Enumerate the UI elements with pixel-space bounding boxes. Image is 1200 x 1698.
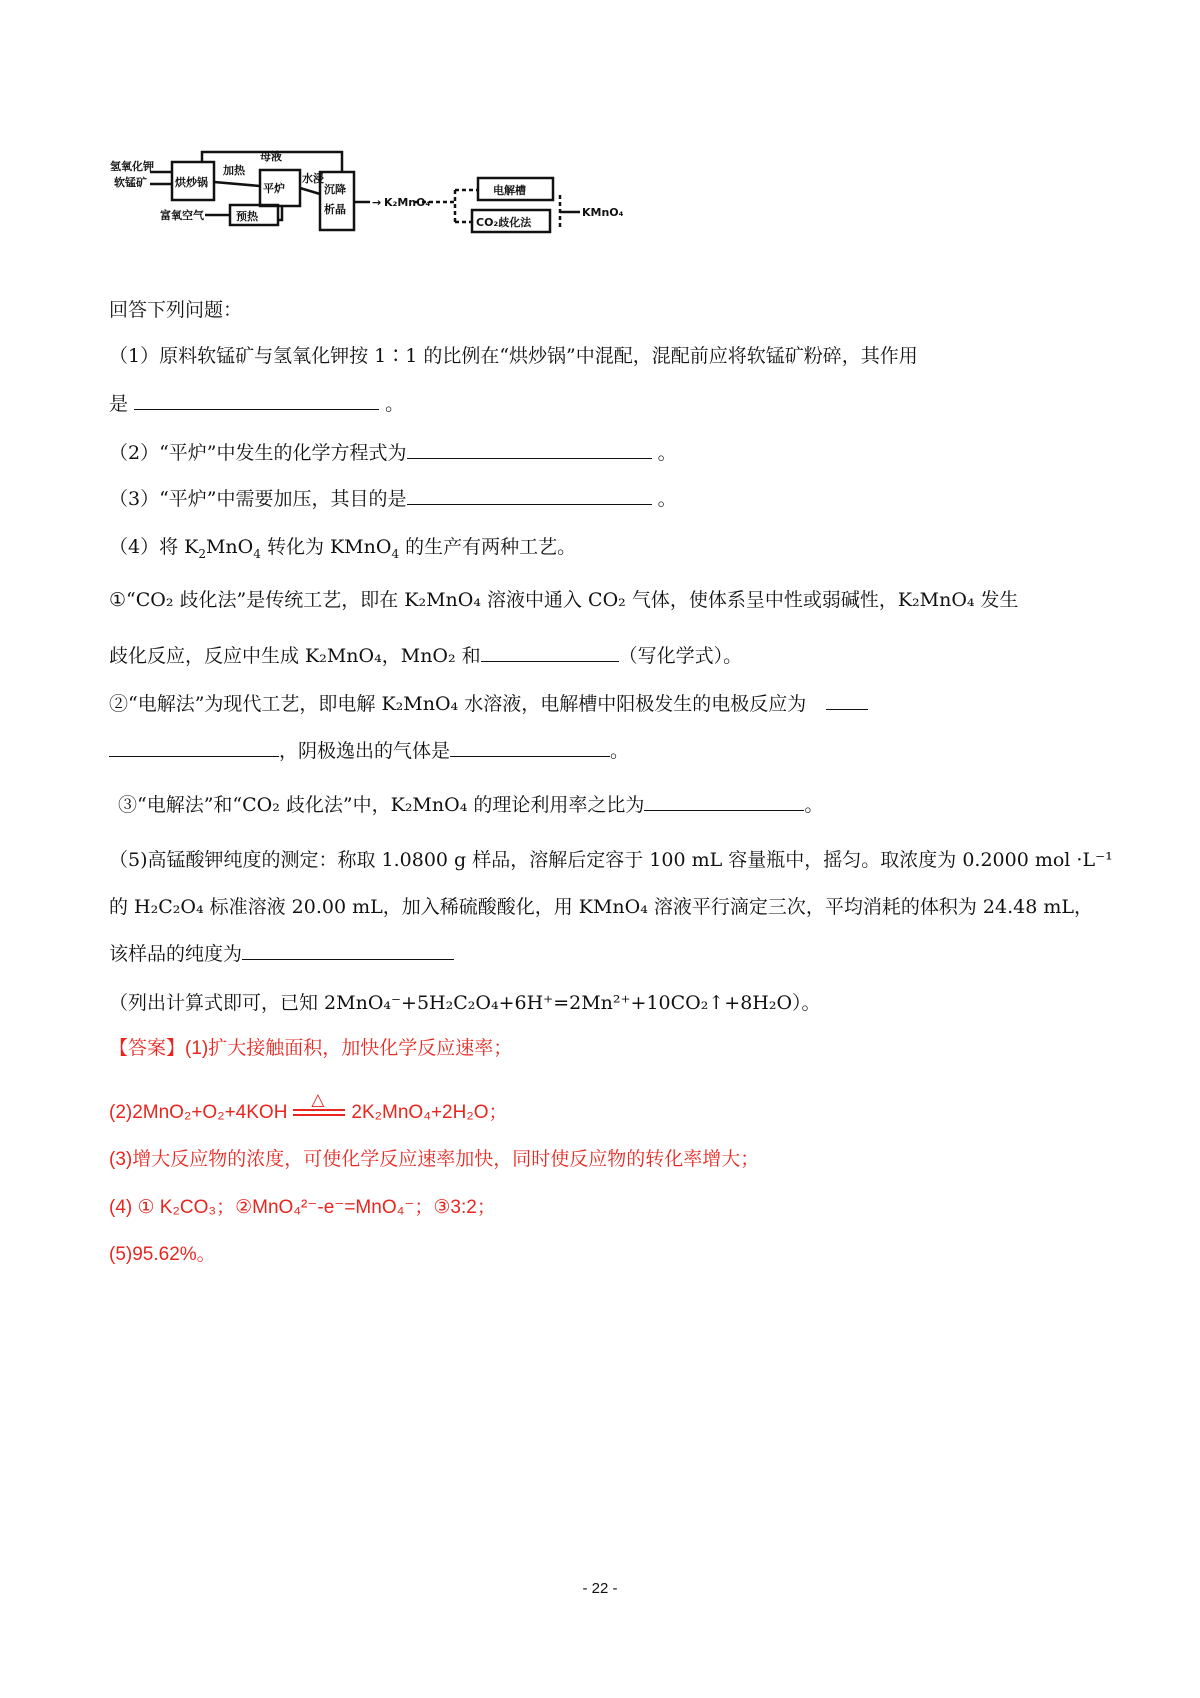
box-preheat-label: 预热 — [236, 210, 258, 223]
question-1-text: （1）原料软锰矿与氢氧化钾按 1∶1 的比例在“烘炒锅”中混配，混配前应将软锰矿粉碎，其作用 — [109, 345, 918, 367]
answer-blank-4-2b[interactable] — [109, 738, 279, 757]
q4-1-text: 歧化反应，反应中生成 K₂MnO₄，MnO₂ 和 — [109, 645, 481, 667]
arrow-icon: → — [372, 196, 382, 209]
page-number: - 22 - — [582, 1580, 618, 1597]
answer-blank-3[interactable] — [407, 486, 652, 505]
arrow-heat-label: 加热 — [223, 164, 245, 177]
box-settle-crystallize-label: 沉降析晶 — [324, 183, 346, 216]
question-1 — [109, 343, 918, 369]
q4-2-text: ②“电解法”为现代工艺，即电解 K₂MnO₄ 水溶液，电解槽中阳极发生的电极反应为 — [109, 693, 807, 715]
answer-blank-4-3[interactable] — [644, 792, 804, 811]
answer-blank-4-2a[interactable] — [826, 691, 868, 710]
arrow-leach-label: 水浸 — [302, 172, 324, 185]
question-4-1-line1: ①“CO₂ 歧化法”是传统工艺，即在 K₂MnO₄ 溶液中通入 CO₂ 气体，使体系呈中性或弱碱性，K₂MnO₄ 发生 — [109, 589, 1019, 611]
question-4-2-line2 — [109, 738, 629, 764]
arrow-mother-liquor-label: 母液 — [260, 150, 282, 163]
q5-text: 该样品的纯度为 — [109, 943, 243, 965]
question-4-3 — [118, 792, 823, 818]
answer-1 — [109, 1036, 512, 1062]
question-3 — [109, 486, 677, 512]
question-5-line3 — [109, 941, 454, 967]
answer-4: (4) ① K₂CO₃；②MnO₄²⁻-e⁻=MnO₄⁻；③3:2； — [109, 1197, 496, 1218]
punct: 。 — [385, 393, 405, 415]
punct: 。 — [657, 488, 677, 510]
answer-3: (3)增大反应物的浓度，可使化学反应速率加快，同时使反应物的转化率增大； — [109, 1149, 760, 1170]
box-co2-label: CO₂歧化法 — [476, 216, 532, 229]
delta-icon: △ — [311, 1089, 325, 1109]
question-5-line4: （列出计算式即可，已知 2MnO₄⁻+5H₂C₂O₄+6H⁺=2Mn²⁺+10CO₂↑+8H₂O）。 — [109, 992, 821, 1014]
q4-text: 转化为 KMnO — [266, 536, 392, 558]
intro-text: 回答下列问题： — [109, 299, 243, 321]
answer-blank-1[interactable] — [134, 391, 379, 410]
answer-5: (5)95.62%。 — [109, 1244, 216, 1265]
input-koh-label: 氢氧化钾 — [110, 160, 154, 173]
q4-text: 的生产有两种工艺。 — [405, 536, 577, 558]
answer-2 — [109, 1089, 508, 1126]
q4-1-text-end: （写化学式）。 — [618, 645, 743, 667]
q4-text: （4）将 K — [109, 536, 199, 558]
question-2-text: （2）“平炉”中发生的化学方程式为 — [109, 442, 407, 464]
product-label: KMnO₄ — [582, 206, 624, 219]
punct: 。 — [657, 442, 677, 464]
answer-1-text: (1)扩大接触面积，加快化学反应速率； — [185, 1038, 513, 1059]
question-3-text: （3）“平炉”中需要加压，其目的是 — [109, 488, 407, 510]
input-ore-label: 软锰矿 — [114, 176, 147, 189]
intermediate-label: K₂MnO₄ — [384, 196, 431, 209]
answer-blank-2[interactable] — [407, 440, 652, 459]
answer-2-left: (2)2MnO₂+O₂+4KOH — [109, 1102, 288, 1123]
q4-text: MnO — [205, 536, 254, 558]
process-flow-diagram — [110, 150, 690, 250]
answer-blank-4-1[interactable] — [481, 643, 619, 662]
question-4-1-line2 — [109, 643, 742, 669]
heating-condition-sign — [293, 1089, 345, 1123]
question-2 — [109, 440, 677, 466]
answer-tag: 【答案】 — [109, 1038, 186, 1059]
question-4: （4）将 $K_2MnO_4$ 转化为 KMnO$_4$ 的生产有两种工艺。 — [109, 536, 577, 561]
input-air-label: 富氧空气 — [160, 209, 204, 222]
question-1-cont — [109, 391, 404, 417]
box-furnace-label: 平炉 — [263, 182, 285, 195]
box-electrolysis-label: 电解槽 — [493, 184, 526, 197]
box-roaster-label: 烘炒锅 — [175, 176, 208, 189]
punct: 。 — [610, 740, 630, 762]
answer-2-right: 2K₂MnO₄+2H₂O； — [351, 1102, 508, 1123]
question-5-line1: （5)高锰酸钾纯度的测定：称取 1.0800 g 样品，溶解后定容于 100 mL 容量瓶中，摇匀。取浓度为 0.2000 mol ·L⁻¹ — [109, 849, 1113, 871]
answer-blank-4-2c[interactable] — [450, 738, 610, 757]
question-5-line2: 的 H₂C₂O₄ 标准溶液 20.00 mL，加入稀硫酸酸化，用 KMnO₄ 溶液平行滴定三次，平均消耗的体积为 24.48 mL， — [109, 896, 1093, 918]
question-1-text-2: 是 — [109, 393, 129, 415]
q4-3-text: ③“电解法”和“CO₂ 歧化法”中，K₂MnO₄ 的理论利用率之比为 — [118, 794, 645, 816]
q4-2-text-2: ，阴极逸出的气体是 — [279, 740, 451, 762]
answer-blank-5[interactable] — [242, 941, 454, 960]
question-4-2-line1 — [109, 691, 868, 717]
punct: 。 — [804, 794, 824, 816]
